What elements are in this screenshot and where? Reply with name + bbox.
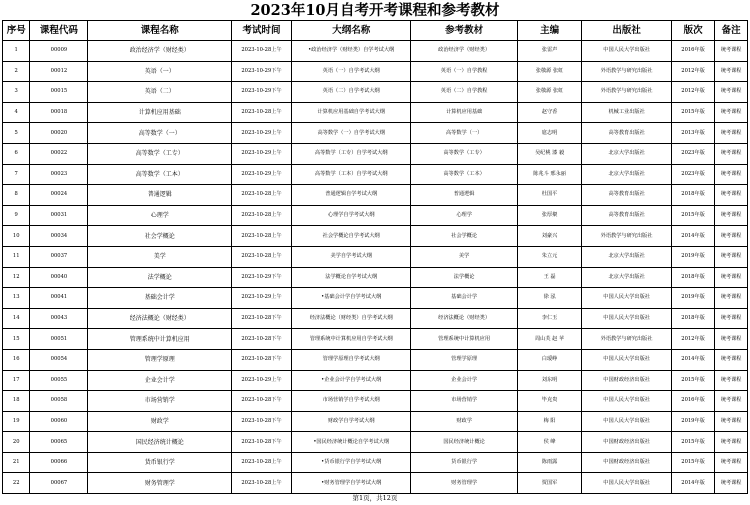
table-row [3,61,748,82]
cell-course-name: 美学 [88,246,232,267]
cell-index: 7 [3,164,30,185]
cell-course-name: 财务管理学 [88,473,232,494]
cell-publisher: 中国人民大学出版社 [582,288,672,309]
cell-remarks: 统考课程 [715,205,748,226]
cell-index: 6 [3,143,30,164]
cell-textbook: 财政学 [411,411,518,432]
cell-index: 2 [3,61,30,82]
cell-publisher: 高等教育出版社 [582,185,672,206]
cell-course-code: 00031 [30,205,88,226]
cell-index: 11 [3,246,30,267]
table-row [3,411,748,432]
table-row [3,226,748,247]
cell-publisher: 中国财政经济出版社 [582,432,672,453]
cell-remarks: 统考课程 [715,61,748,82]
cell-publisher: 北京大学出版社 [582,164,672,185]
cell-textbook: 高等数学（工专） [411,143,518,164]
cell-edition: 2014年版 [671,473,714,494]
cell-course-code: 00066 [30,452,88,473]
cell-publisher: 高等教育出版社 [582,123,672,144]
cell-exam-time: 2023-10-28下午 [231,349,291,370]
cell-course-name: 心理学 [88,205,232,226]
cell-course-name: 普通逻辑 [88,185,232,206]
cell-editor: 周山芙 赵 苹 [517,329,581,350]
cell-syllabus: 市场营销学自学考试大纲 [292,391,411,412]
cell-exam-time: 2023-10-29上午 [231,370,291,391]
cell-syllabus: •财务管理学自学考试大纲 [292,473,411,494]
table-row [3,82,748,103]
cell-course-name: 企业会计学 [88,370,232,391]
cell-exam-time: 2023-10-29下午 [231,82,291,103]
col-header-remarks: 备注 [715,21,748,41]
cell-editor: 梅 阳 [517,411,581,432]
cell-index: 1 [3,41,30,62]
cell-editor: 朱立元 [517,246,581,267]
cell-course-name: 财政学 [88,411,232,432]
table-row [3,123,748,144]
table-row [3,143,748,164]
cell-syllabus: 英语（一）自学考试大纲 [292,61,411,82]
cell-edition: 2015年版 [671,102,714,123]
cell-course-name: 英语（一） [88,61,232,82]
cell-remarks: 统考课程 [715,164,748,185]
cell-remarks: 统考课程 [715,329,748,350]
cell-exam-time: 2023-10-28上午 [231,246,291,267]
cell-textbook: 管理学原理 [411,349,518,370]
cell-index: 22 [3,473,30,494]
table-row [3,329,748,350]
col-header-syllabus: 大纲名称 [292,21,411,41]
cell-exam-time: 2023-10-28下午 [231,308,291,329]
cell-syllabus: 美学自学考试大纲 [292,246,411,267]
cell-remarks: 统考课程 [715,123,748,144]
cell-course-code: 00058 [30,391,88,412]
cell-index: 16 [3,349,30,370]
table-row [3,267,748,288]
cell-course-code: 00055 [30,370,88,391]
col-header-textbook: 参考教材 [411,21,518,41]
cell-remarks: 统考课程 [715,370,748,391]
cell-editor: 王 磊 [517,267,581,288]
cell-remarks: 统考课程 [715,102,748,123]
cell-editor: 张敬源 张虹 [517,61,581,82]
cell-publisher: 中国财政经济出版社 [582,452,672,473]
cell-index: 15 [3,329,30,350]
cell-course-code: 00037 [30,246,88,267]
cell-edition: 2023年版 [671,143,714,164]
page-number: 第1页，共12页 [352,494,398,502]
cell-course-code: 00012 [30,61,88,82]
cell-edition: 2018年版 [671,185,714,206]
cell-index: 14 [3,308,30,329]
cell-textbook: 高等数学（工本） [411,164,518,185]
cell-index: 4 [3,102,30,123]
cell-remarks: 统考课程 [715,41,748,62]
table-row [3,349,748,370]
cell-exam-time: 2023-10-29上午 [231,143,291,164]
cell-index: 17 [3,370,30,391]
cell-textbook: 经济法概论（财经类） [411,308,518,329]
cell-remarks: 统考课程 [715,267,748,288]
cell-remarks: 统考课程 [715,143,748,164]
cell-syllabus: •国民经济统计概论自学考试大纲 [292,432,411,453]
cell-exam-time: 2023-10-29上午 [231,288,291,309]
cell-course-code: 00023 [30,164,88,185]
cell-publisher: 北京大学出版社 [582,246,672,267]
cell-remarks: 统考课程 [715,82,748,103]
cell-course-code: 00041 [30,288,88,309]
cell-remarks: 统考课程 [715,411,748,432]
cell-editor: 陈雨露 [517,452,581,473]
cell-textbook: 管理系统中计算机应用 [411,329,518,350]
cell-course-name: 市场营销学 [88,391,232,412]
cell-textbook: 社会学概论 [411,226,518,247]
cell-course-code: 00022 [30,143,88,164]
cell-editor: 刘豪兴 [517,226,581,247]
cell-course-name: 政治经济学（财经类） [88,41,232,62]
cell-textbook: 计算机应用基础 [411,102,518,123]
cell-remarks: 统考课程 [715,308,748,329]
cell-edition: 2015年版 [671,452,714,473]
cell-textbook: 心理学 [411,205,518,226]
cell-course-name: 计算机应用基础 [88,102,232,123]
cell-course-code: 00024 [30,185,88,206]
cell-syllabus: •企业会计学自学考试大纲 [292,370,411,391]
cell-textbook: 企业会计学 [411,370,518,391]
cell-editor: 毕克贵 [517,391,581,412]
cell-exam-time: 2023-10-29下午 [231,267,291,288]
col-header-publisher: 出版社 [582,21,672,41]
cell-index: 10 [3,226,30,247]
cell-exam-time: 2023-10-28下午 [231,432,291,453]
table-row [3,205,748,226]
col-header-index: 序号 [3,21,30,41]
col-header-edition: 版次 [671,21,714,41]
cell-edition: 2012年版 [671,61,714,82]
cell-course-name: 经济法概论（财经类） [88,308,232,329]
cell-course-code: 00060 [30,411,88,432]
table-row [3,452,748,473]
cell-syllabus: 普通逻辑自学考试大纲 [292,185,411,206]
cell-edition: 2019年版 [671,246,714,267]
cell-course-code: 00067 [30,473,88,494]
cell-edition: 2014年版 [671,349,714,370]
cell-publisher: 中国财政经济出版社 [582,370,672,391]
cell-course-code: 00020 [30,123,88,144]
cell-publisher: 外语教学与研究出版社 [582,61,672,82]
cell-exam-time: 2023-10-28下午 [231,411,291,432]
cell-publisher: 中国人民大学出版社 [582,411,672,432]
cell-syllabus: 财政学自学考试大纲 [292,411,411,432]
cell-textbook: 高等数学（一） [411,123,518,144]
table-row [3,473,748,494]
cell-syllabus: 管理系统中计算机应用自学考试大纲 [292,329,411,350]
cell-index: 13 [3,288,30,309]
table-header-row [3,21,748,41]
cell-editor: 徐 泓 [517,288,581,309]
cell-textbook: 基础会计学 [411,288,518,309]
cell-course-name: 高等数学（工本） [88,164,232,185]
cell-syllabus: 经济法概论（财经类）自学考试大纲 [292,308,411,329]
cell-edition: 2016年版 [671,391,714,412]
cell-editor: 侯 峰 [517,432,581,453]
cell-course-code: 00051 [30,329,88,350]
cell-edition: 2023年版 [671,164,714,185]
cell-publisher: 高等教育出版社 [582,205,672,226]
cell-edition: 2015年版 [671,370,714,391]
cell-edition: 2018年版 [671,267,714,288]
cell-edition: 2012年版 [671,329,714,350]
cell-edition: 2013年版 [671,123,714,144]
table-row [3,102,748,123]
cell-course-name: 国民经济统计概论 [88,432,232,453]
cell-syllabus: 计算机应用基础自学考试大纲 [292,102,411,123]
cell-syllabus: 高等数学（工专）自学考试大纲 [292,143,411,164]
cell-syllabus: 高等数学（工本）自学考试大纲 [292,164,411,185]
col-header-exam-time: 考试时间 [231,21,291,41]
cell-index: 9 [3,205,30,226]
table-row [3,246,748,267]
cell-course-name: 管理学原理 [88,349,232,370]
cell-exam-time: 2023-10-28上午 [231,226,291,247]
cell-exam-time: 2023-10-29上午 [231,164,291,185]
table-row [3,391,748,412]
cell-edition: 2016年版 [671,41,714,62]
cell-remarks: 统考课程 [715,185,748,206]
cell-index: 3 [3,82,30,103]
cell-editor: 扈志明 [517,123,581,144]
cell-remarks: 统考课程 [715,391,748,412]
cell-exam-time: 2023-10-29下午 [231,61,291,82]
cell-course-code: 00034 [30,226,88,247]
table-row [3,308,748,329]
cell-editor: 张敬源 张虹 [517,82,581,103]
cell-exam-time: 2023-10-28上午 [231,473,291,494]
cell-index: 8 [3,185,30,206]
cell-course-name: 社会学概论 [88,226,232,247]
cell-course-code: 00009 [30,41,88,62]
cell-publisher: 外语教学与研究出版社 [582,226,672,247]
cell-exam-time: 2023-10-28上午 [231,102,291,123]
cell-textbook: 美学 [411,246,518,267]
cell-textbook: 财务管理学 [411,473,518,494]
cell-exam-time: 2023-10-28上午 [231,205,291,226]
cell-editor: 张雷声 [517,41,581,62]
cell-edition: 2015年版 [671,205,714,226]
cell-edition: 2018年版 [671,308,714,329]
cell-editor: 刘东明 [517,370,581,391]
cell-index: 21 [3,452,30,473]
cell-edition: 2014年版 [671,226,714,247]
cell-remarks: 统考课程 [715,246,748,267]
cell-textbook: 英语（二）自学教程 [411,82,518,103]
cell-editor: 张厚粲 [517,205,581,226]
cell-index: 20 [3,432,30,453]
table-row [3,432,748,453]
document-title: 2023年10月自考开考课程和参考教材 [250,2,500,19]
cell-course-name: 高等数学（一） [88,123,232,144]
cell-editor: 白瑷峥 [517,349,581,370]
cell-course-code: 00018 [30,102,88,123]
cell-editor: 赵守香 [517,102,581,123]
col-header-course-code: 课程代码 [30,21,88,41]
cell-textbook: 普通逻辑 [411,185,518,206]
cell-course-code: 00040 [30,267,88,288]
cell-publisher: 中国人民大学出版社 [582,41,672,62]
cell-course-code: 00065 [30,432,88,453]
cell-remarks: 统考课程 [715,349,748,370]
cell-syllabus: 法学概论自学考试大纲 [292,267,411,288]
cell-publisher: 北京大学出版社 [582,267,672,288]
table-row [3,185,748,206]
cell-syllabus: 管理学原理自学考试大纲 [292,349,411,370]
cell-course-name: 高等数学（工专） [88,143,232,164]
cell-remarks: 统考课程 [715,452,748,473]
cell-course-name: 管理系统中计算机应用 [88,329,232,350]
cell-editor: 杜国平 [517,185,581,206]
table-row [3,370,748,391]
cell-course-name: 英语（二） [88,82,232,103]
cell-exam-time: 2023-10-28下午 [231,391,291,412]
cell-exam-time: 2023-10-28上午 [231,185,291,206]
cell-exam-time: 2023-10-28上午 [231,452,291,473]
table-body [3,41,748,494]
cell-remarks: 统考课程 [715,432,748,453]
cell-publisher: 中国人民大学出版社 [582,473,672,494]
cell-textbook: 国民经济统计概论 [411,432,518,453]
course-table [2,20,748,494]
cell-editor: 李仁玉 [517,308,581,329]
table-row [3,41,748,62]
cell-syllabus: 社会学概论自学考试大纲 [292,226,411,247]
cell-textbook: 法学概论 [411,267,518,288]
cell-exam-time: 2023-10-28上午 [231,41,291,62]
cell-syllabus: •货币银行学自学考试大纲 [292,452,411,473]
col-header-editor: 主编 [517,21,581,41]
cell-index: 12 [3,267,30,288]
cell-remarks: 统考课程 [715,473,748,494]
cell-textbook: 货币银行学 [411,452,518,473]
cell-edition: 2012年版 [671,82,714,103]
cell-course-code: 00015 [30,82,88,103]
cell-edition: 2015年版 [671,432,714,453]
cell-publisher: 北京大学出版社 [582,143,672,164]
cell-publisher: 外语教学与研究出版社 [582,82,672,103]
cell-index: 5 [3,123,30,144]
cell-publisher: 外语教学与研究出版社 [582,329,672,350]
cell-textbook: 英语（一）自学教程 [411,61,518,82]
cell-publisher: 机械工业出版社 [582,102,672,123]
cell-syllabus: •基础会计学自学考试大纲 [292,288,411,309]
cell-course-code: 00043 [30,308,88,329]
cell-publisher: 中国人民大学出版社 [582,349,672,370]
cell-editor: 吴纪桃 漆 毅 [517,143,581,164]
table-row [3,288,748,309]
col-header-course-name: 课程名称 [88,21,232,41]
cell-edition: 2019年版 [671,411,714,432]
cell-textbook: 市场营销学 [411,391,518,412]
cell-index: 18 [3,391,30,412]
cell-edition: 2019年版 [671,288,714,309]
cell-syllabus: 心理学自学考试大纲 [292,205,411,226]
table-row [3,164,748,185]
cell-editor: 陈兆斗 邢永丽 [517,164,581,185]
cell-editor: 贾国军 [517,473,581,494]
cell-syllabus: 英语（二）自学考试大纲 [292,82,411,103]
cell-course-name: 基础会计学 [88,288,232,309]
cell-course-code: 00054 [30,349,88,370]
cell-exam-time: 2023-10-29上午 [231,123,291,144]
cell-syllabus: •政治经济学（财经类）自学考试大纲 [292,41,411,62]
cell-textbook: 政治经济学（财经类） [411,41,518,62]
cell-syllabus: 高等数学（一）自学考试大纲 [292,123,411,144]
cell-course-name: 法学概论 [88,267,232,288]
cell-remarks: 统考课程 [715,226,748,247]
cell-course-name: 货币银行学 [88,452,232,473]
cell-publisher: 中国人民大学出版社 [582,308,672,329]
cell-publisher: 中国人民大学出版社 [582,391,672,412]
cell-exam-time: 2023-10-28下午 [231,329,291,350]
cell-remarks: 统考课程 [715,288,748,309]
cell-index: 19 [3,411,30,432]
